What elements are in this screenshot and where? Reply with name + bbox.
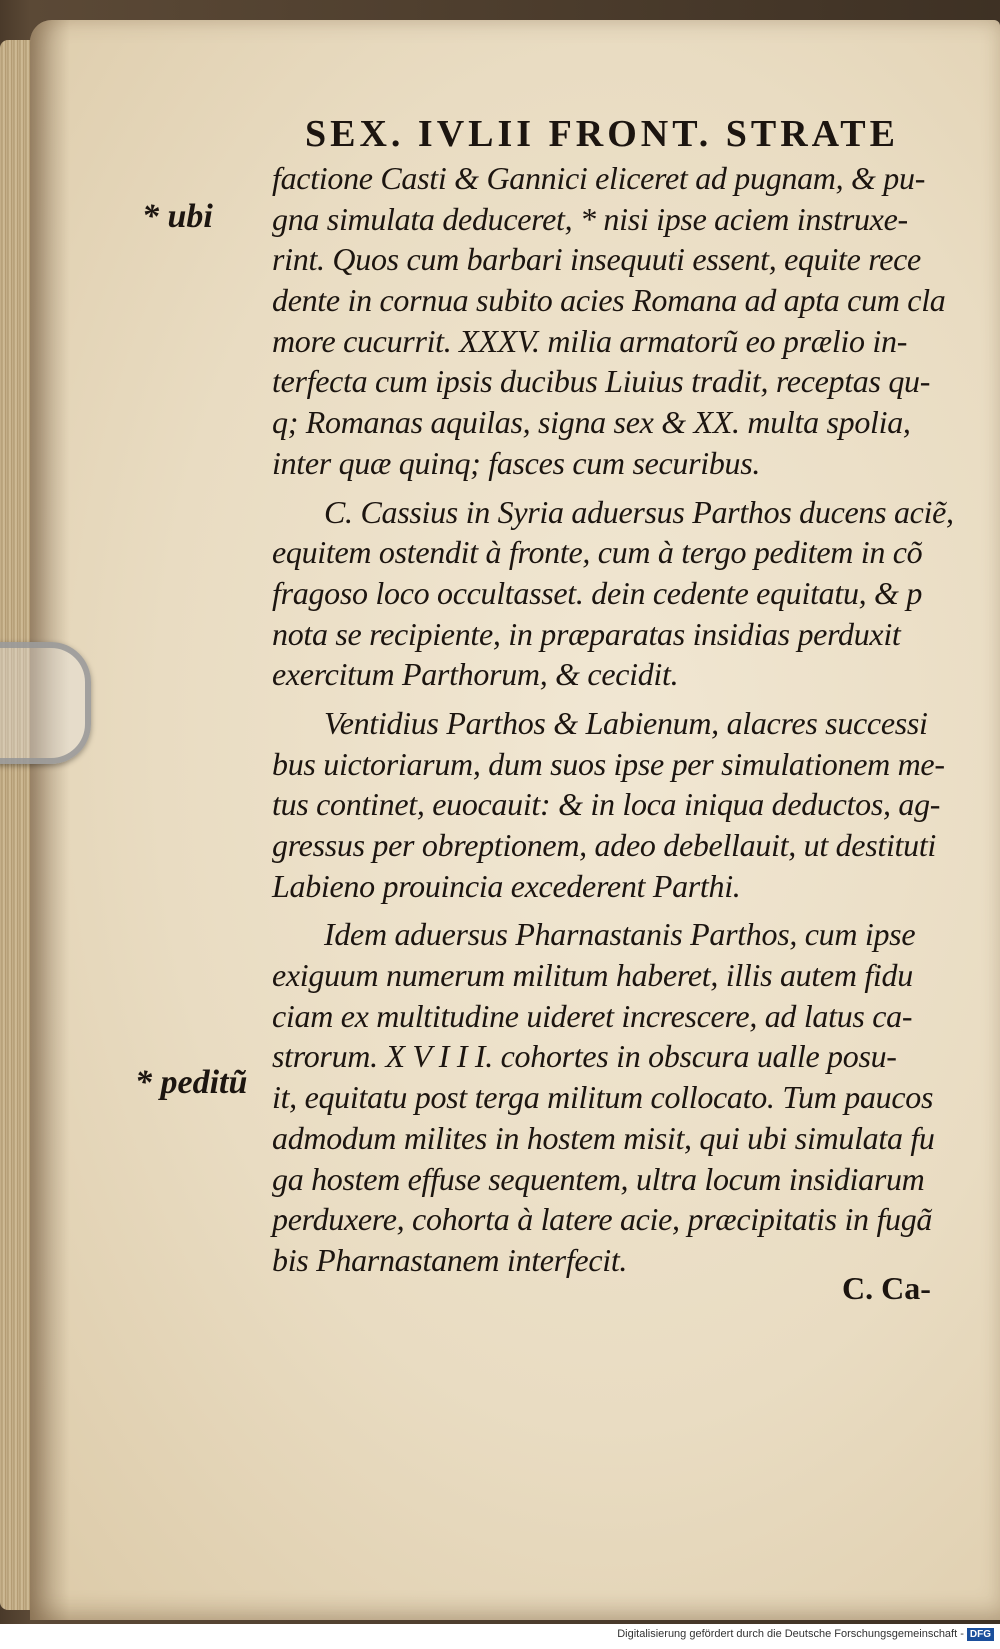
text-line: Labieno prouincia excederent Parthi. <box>272 867 741 904</box>
text-line: bis Pharnastanem interfecit. <box>272 1241 628 1278</box>
text-line: strorum. X V I I I. cohortes in obscura ualle posu- <box>272 1038 897 1075</box>
footer-credit-text: Digitalisierung gefördert durch die Deutsche Forschungsgemeinschaft - <box>617 1628 964 1640</box>
margin-note: * peditũ <box>135 1064 248 1101</box>
text-line: C. Cassius in Syria aduersus Parthos ducens aciẽ, <box>324 493 954 530</box>
text-line: perduxere, cohorta à latere acie, præcipitatis in fugã <box>272 1201 933 1238</box>
text-line: ciam ex multitudine uideret increscere, ad latus ca- <box>272 997 913 1034</box>
footer-credit <box>617 1628 994 1641</box>
text-line: rint. Quos cum barbari insequuti essent, equite rece <box>272 241 921 278</box>
text-line: dente in cornua subito acies Romana ad apta cum cla <box>272 282 946 319</box>
page-clip <box>0 642 91 764</box>
text-line: more cucurrit. XXXV. milia armatorũ eo prælio in- <box>272 322 908 359</box>
text-line: inter quæ quinq; fasces cum securibus. <box>272 444 761 481</box>
footer-bar <box>0 1624 1000 1649</box>
catchword: C. Ca- <box>842 1270 931 1306</box>
text-line: factione Casti & Gannici eliceret ad pugnam, & pu- <box>272 160 926 196</box>
text-line: it, equitatu post terga militum collocato. Tum paucos <box>272 1079 934 1116</box>
text-line: q; Romanas aquilas, signa sex & XX. multa spolia, <box>272 404 911 441</box>
margin-note: * ubi <box>142 198 213 235</box>
text-line: gna simulata deduceret, * nisi ipse aciem instruxe- <box>272 200 908 237</box>
gutter-shadow <box>30 20 70 1620</box>
text-line: fragoso loco occultasset. dein cedente equitatu, & p <box>272 574 923 611</box>
text-line: ga hostem effuse sequentem, ultra locum insidiarum <box>272 1160 925 1197</box>
text-block <box>272 158 954 1281</box>
text-line: nota se recipiente, in præparatas insidias perduxit <box>272 615 901 652</box>
text-line: equitem ostendit à fronte, cum à tergo peditem in cõ <box>272 534 923 571</box>
dfg-logo: DFG <box>967 1628 994 1641</box>
text-line: terfecta cum ipsis ducibus Liuius tradit, receptas qu- <box>272 363 931 400</box>
text-line: gressus per obreptionem, adeo debellauit, ut destituti <box>272 827 937 863</box>
text-line: admodum milites in hostem misit, qui ubi simulata fu <box>272 1119 935 1156</box>
text-line: exercitum Parthorum, & cecidit. <box>272 656 679 693</box>
running-head: SEX. IVLII FRONT. STRATE <box>305 113 899 155</box>
text-line: Idem aduersus Pharnastanis Parthos, cum ipse <box>324 916 916 953</box>
text-line: exiguum numerum militum haberet, illis autem fidu <box>272 957 913 994</box>
text-line: tus continet, euocauit: & in loca iniqua deductos, ag- <box>272 786 941 823</box>
text-line: bus uictoriarum, dum suos ipse per simulationem me- <box>272 745 945 782</box>
text-line: Ventidius Parthos & Labienum, alacres successi <box>324 704 928 741</box>
